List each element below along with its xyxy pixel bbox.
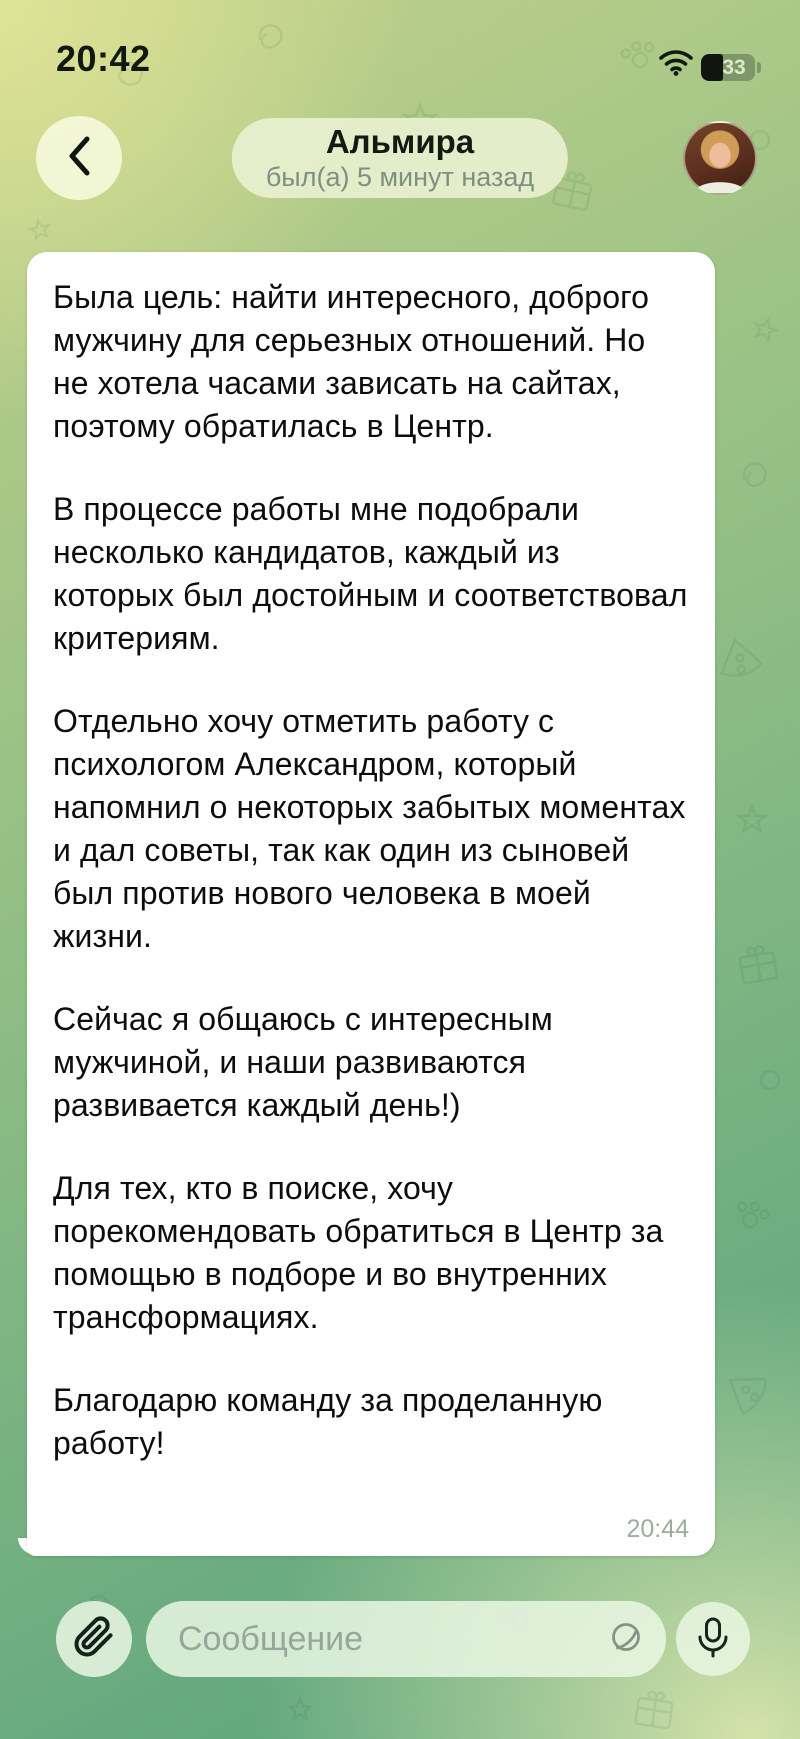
message-timestamp: 20:44	[626, 1515, 689, 1543]
voice-message-button[interactable]	[676, 1602, 750, 1676]
back-button[interactable]	[36, 116, 122, 200]
message-text	[53, 276, 689, 1465]
message-paragraph: В процессе работы мне подобрали несколько кандидатов, каждый из которых был достойным и соответствовал критериям.	[53, 491, 688, 656]
attach-button[interactable]	[56, 1601, 132, 1677]
message-paragraph: Отдельно хочу отметить работу с психологом Александром, который напомнил о некоторых забытых моментах и дал советы, так как один из сыновей был против нового человека в моей жизни.	[53, 703, 686, 954]
microphone-icon	[691, 1615, 735, 1664]
chat-header	[0, 116, 800, 200]
paperclip-icon	[73, 1616, 115, 1663]
status-bar	[0, 36, 800, 80]
message-input[interactable]	[178, 1620, 621, 1659]
message-input-pill[interactable]	[146, 1601, 666, 1677]
sticker-icon	[606, 1617, 646, 1662]
message-paragraph: Для тех, кто в поиске, хочу порекомендовать обратиться в Центр за помощью в подборе и во внутренних трансформациях.	[53, 1170, 664, 1335]
battery-icon	[701, 54, 755, 81]
contact-avatar[interactable]	[683, 121, 757, 195]
message-paragraph: Благодарю команду за проделанную работу!	[53, 1382, 603, 1461]
battery-percent-label: 33	[722, 55, 746, 79]
chat-title-pill[interactable]	[232, 118, 568, 198]
message-bubble[interactable]	[27, 252, 715, 1556]
message-composer	[0, 1601, 800, 1679]
clock-time: 20:42	[56, 38, 151, 79]
wifi-icon	[659, 50, 693, 81]
chat-title: Альмира	[325, 122, 475, 160]
chat-last-seen-status: был(а) 5 минут назад	[265, 161, 535, 192]
sticker-emoji-button[interactable]	[604, 1617, 648, 1661]
message-paragraph: Сейчас я общаюсь с интересным мужчиной, и наши развиваются развивается каждый день!)	[53, 1001, 553, 1123]
battery-cap	[757, 62, 761, 73]
chevron-left-icon	[66, 135, 92, 182]
message-paragraph: Была цель: найти интересного, доброго мужчину для серьезных отношений. Но не хотела часами зависать на сайтах, поэтому обратилась в Центр.	[53, 279, 650, 444]
